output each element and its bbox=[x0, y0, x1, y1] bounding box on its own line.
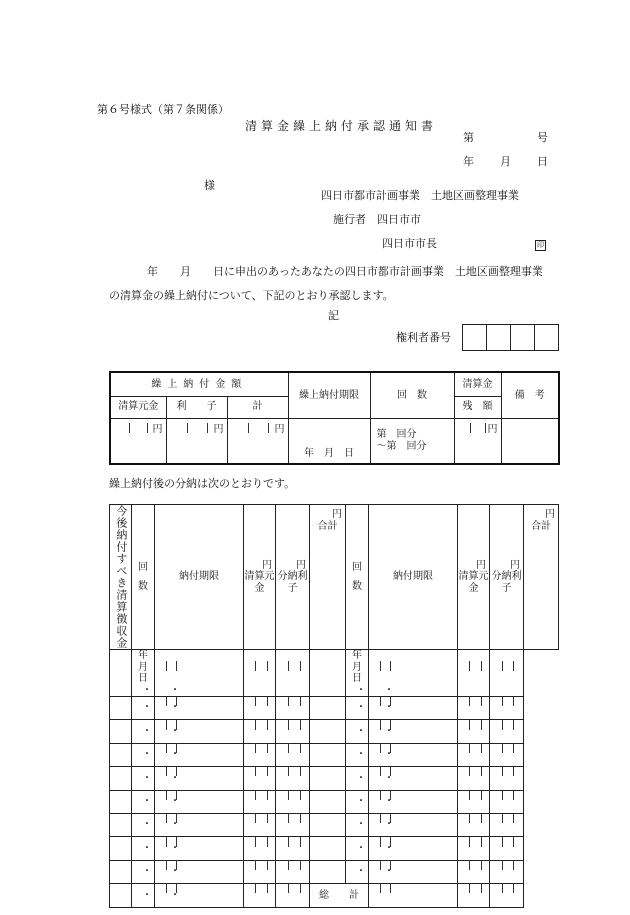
yen-unit: 円 bbox=[213, 423, 224, 435]
installment-table bbox=[109, 504, 559, 908]
interest-cell[interactable] bbox=[244, 767, 276, 790]
total-cell[interactable] bbox=[490, 720, 524, 743]
table-row bbox=[110, 743, 559, 766]
advance-amount-header: 繰上納付金額 bbox=[110, 372, 288, 396]
deadline-cell[interactable]: ・・ bbox=[346, 767, 369, 790]
table-row bbox=[110, 813, 559, 836]
date-month: 月 bbox=[500, 155, 511, 168]
kai-cell[interactable] bbox=[110, 697, 132, 720]
deadline-date: 年 月 日 bbox=[304, 447, 354, 459]
deadline-cell[interactable]: ・・ bbox=[132, 767, 155, 790]
rights-holder-number-boxes[interactable] bbox=[463, 324, 559, 351]
ki-mark: 記 bbox=[328, 309, 339, 322]
principal-header-right: 円 清算元金 bbox=[458, 505, 490, 650]
count-to: 〜第 回分 bbox=[376, 440, 427, 452]
interest-cell[interactable] bbox=[458, 767, 490, 790]
total-cell[interactable] bbox=[276, 650, 310, 697]
advance-deadline-value[interactable] bbox=[288, 418, 370, 464]
yen-unit: 円 bbox=[487, 423, 498, 435]
deadline-cell[interactable]: ・・ bbox=[132, 884, 155, 907]
kai-cell[interactable] bbox=[310, 697, 346, 720]
body-line-2: の清算金の繰上納付について、下記のとおり承認します。 bbox=[109, 289, 394, 302]
total-header-right: 円 合計 bbox=[524, 505, 559, 650]
total-cell[interactable] bbox=[490, 790, 524, 813]
kai-cell[interactable] bbox=[110, 790, 132, 813]
table-row bbox=[110, 884, 559, 907]
interest-cell[interactable] bbox=[458, 790, 490, 813]
total-cell[interactable] bbox=[490, 860, 524, 883]
principal-header-left: 円 清算元金 bbox=[244, 505, 276, 650]
interest-cell[interactable] bbox=[244, 697, 276, 720]
kai-cell[interactable] bbox=[110, 720, 132, 743]
interest-header: 利 子 bbox=[166, 396, 227, 418]
operator-name: 施行者 四日市市 bbox=[333, 213, 421, 226]
kai-cell[interactable] bbox=[310, 813, 346, 836]
date-year: 年 bbox=[463, 155, 474, 168]
total-cell[interactable] bbox=[276, 860, 310, 883]
total-cell[interactable] bbox=[276, 720, 310, 743]
total-cell[interactable] bbox=[490, 650, 524, 697]
interest-header-right: 円 分納利子 bbox=[490, 505, 524, 650]
total-cell[interactable] bbox=[490, 697, 524, 720]
total-cell[interactable] bbox=[276, 767, 310, 790]
table-row bbox=[110, 837, 559, 860]
count-value[interactable] bbox=[370, 418, 454, 464]
interest-cell[interactable] bbox=[244, 790, 276, 813]
side-label: 今後納付すべき清算徴収金 bbox=[114, 505, 128, 649]
interest-value-cell[interactable] bbox=[166, 418, 227, 464]
kai-cell[interactable] bbox=[310, 860, 346, 883]
interest-cell[interactable] bbox=[244, 813, 276, 836]
deadline-cell[interactable]: ・・ bbox=[346, 813, 369, 836]
doc-number-suffix: 号 bbox=[537, 131, 548, 144]
interest-cell[interactable] bbox=[244, 720, 276, 743]
total-cell[interactable] bbox=[490, 743, 524, 766]
rights-holder-box[interactable] bbox=[534, 324, 559, 351]
interest-cell[interactable] bbox=[244, 837, 276, 860]
interest-cell[interactable] bbox=[458, 860, 490, 883]
total-cell[interactable] bbox=[490, 767, 524, 790]
advance-payment-table bbox=[109, 371, 560, 465]
total-cell[interactable] bbox=[276, 790, 310, 813]
body-line-1: 年 月 日に申出のあったあなたの四日市都市計画事業 土地区画整理事業 bbox=[147, 265, 543, 278]
yen-unit: 円 bbox=[152, 423, 163, 435]
rights-holder-box[interactable] bbox=[462, 324, 487, 351]
deadline-header-right: 納付期限 bbox=[369, 505, 458, 650]
seal-icon bbox=[535, 238, 546, 251]
kai-cell[interactable] bbox=[110, 884, 132, 907]
table-row bbox=[110, 650, 559, 697]
deadline-cell[interactable]: 年 月 日 ・・ bbox=[132, 650, 155, 697]
deadline-cell[interactable]: ・・ bbox=[346, 743, 369, 766]
yen-unit: 円 bbox=[274, 423, 285, 435]
kai-cell[interactable] bbox=[310, 790, 346, 813]
interest-cell[interactable] bbox=[458, 697, 490, 720]
interest-cell[interactable] bbox=[458, 837, 490, 860]
deadline-cell[interactable]: ・・ bbox=[346, 790, 369, 813]
addressee-honorific: 様 bbox=[204, 179, 215, 192]
total-cell[interactable] bbox=[276, 697, 310, 720]
total-cell[interactable] bbox=[276, 884, 310, 907]
deadline-cell[interactable]: 年 月 日 ・・ bbox=[346, 650, 369, 697]
principal-header: 清算元金 bbox=[110, 396, 166, 418]
deadline-cell[interactable]: ・・ bbox=[132, 860, 155, 883]
rights-holder-label: 権利者番号 bbox=[396, 331, 451, 344]
kai-cell[interactable] bbox=[310, 650, 346, 697]
total-cell[interactable] bbox=[276, 743, 310, 766]
count-header: 回 数 bbox=[370, 372, 454, 418]
total-cell[interactable] bbox=[490, 813, 524, 836]
interest-cell[interactable] bbox=[244, 650, 276, 697]
table-row bbox=[110, 790, 559, 813]
seal-mark: 印 bbox=[537, 241, 544, 249]
kai-header-right: 回 数 bbox=[346, 505, 369, 650]
deadline-cell[interactable]: ・・ bbox=[132, 790, 155, 813]
table-row bbox=[110, 860, 559, 883]
interest-cell[interactable] bbox=[458, 884, 490, 907]
deadline-cell[interactable]: ・・ bbox=[132, 720, 155, 743]
total-cell[interactable] bbox=[490, 837, 524, 860]
kai-cell[interactable] bbox=[310, 837, 346, 860]
total-cell[interactable] bbox=[276, 813, 310, 836]
table-row bbox=[110, 697, 559, 720]
kai-cell[interactable] bbox=[110, 650, 132, 697]
kai-cell[interactable] bbox=[310, 767, 346, 790]
interest-cell[interactable] bbox=[458, 813, 490, 836]
deadline-cell[interactable]: ・・ bbox=[132, 697, 155, 720]
grand-total-label: 総 計 bbox=[319, 889, 359, 901]
grand-total-cell bbox=[310, 884, 369, 907]
total-value-cell[interactable] bbox=[227, 418, 288, 464]
kai-cell[interactable] bbox=[310, 743, 346, 766]
mayor-title: 四日市市長 bbox=[382, 237, 437, 250]
interest-cell[interactable] bbox=[244, 860, 276, 883]
balance-value-cell[interactable] bbox=[454, 418, 501, 464]
deadline-cell[interactable]: ・・ bbox=[132, 837, 155, 860]
deadline-cell[interactable]: ・・ bbox=[132, 813, 155, 836]
kai-cell[interactable] bbox=[110, 860, 132, 883]
remarks-header: 備 考 bbox=[501, 372, 559, 418]
interest-cell[interactable] bbox=[458, 743, 490, 766]
principal-cell[interactable] bbox=[369, 884, 458, 907]
deadline-header-left: 納付期限 bbox=[155, 505, 244, 650]
deadline-cell[interactable]: ・・ bbox=[132, 743, 155, 766]
interest-cell[interactable] bbox=[244, 743, 276, 766]
deadline-cell[interactable]: ・・ bbox=[346, 837, 369, 860]
balance-header-top: 清算金 bbox=[454, 372, 501, 396]
total-header-left: 円 合計 bbox=[310, 505, 346, 650]
principal-value-cell[interactable] bbox=[110, 418, 166, 464]
doc-number-prefix: 第 bbox=[463, 131, 474, 144]
interest-cell[interactable] bbox=[458, 720, 490, 743]
interest-cell[interactable] bbox=[458, 650, 490, 697]
table-row bbox=[110, 720, 559, 743]
balance-header-bottom: 残 額 bbox=[454, 396, 501, 418]
advance-deadline-header: 繰上納付期限 bbox=[288, 372, 370, 418]
rights-holder-box[interactable] bbox=[486, 324, 511, 351]
kai-cell[interactable] bbox=[110, 813, 132, 836]
project-name: 四日市都市計画事業 土地区画整理事業 bbox=[321, 189, 519, 202]
total-cell[interactable] bbox=[276, 837, 310, 860]
total-header: 計 bbox=[227, 396, 288, 418]
kai-cell[interactable] bbox=[310, 720, 346, 743]
total-cell[interactable] bbox=[490, 884, 524, 907]
deadline-cell[interactable]: ・・ bbox=[346, 697, 369, 720]
deadline-cell[interactable]: ・・ bbox=[346, 860, 369, 883]
kai-cell[interactable] bbox=[110, 837, 132, 860]
kai-cell[interactable] bbox=[110, 743, 132, 766]
interest-cell[interactable] bbox=[244, 884, 276, 907]
rights-holder-box[interactable] bbox=[510, 324, 535, 351]
installment-note: 繰上納付後の分納は次のとおりです。 bbox=[109, 477, 296, 490]
form-number: 第６号様式（第７条関係） bbox=[97, 103, 229, 116]
deadline-cell[interactable]: ・・ bbox=[346, 720, 369, 743]
remarks-value-cell[interactable] bbox=[501, 418, 559, 464]
kai-cell[interactable] bbox=[110, 767, 132, 790]
side-label-cell bbox=[110, 505, 132, 650]
interest-header-left: 円 分納利子 bbox=[276, 505, 310, 650]
count-from: 第 回分 bbox=[376, 429, 417, 441]
table-row bbox=[110, 767, 559, 790]
date-day: 日 bbox=[537, 155, 548, 168]
kai-header-left: 回 数 bbox=[132, 505, 155, 650]
document-title: 清算金繰上納付承認通知書 bbox=[245, 119, 438, 133]
